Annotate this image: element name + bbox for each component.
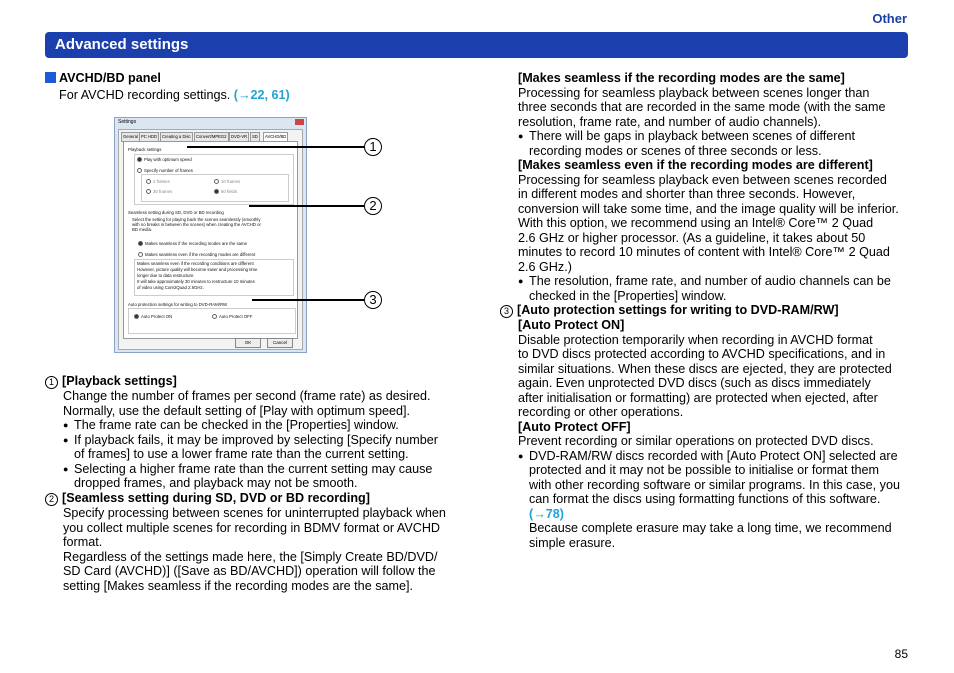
protect-group-label: Auto protection settings for writing to DVD-RAM/RW [128, 302, 228, 307]
p1-line: three seconds that are recorded in the same mode (with the same [518, 100, 886, 114]
seamless-desc-1: Select the setting for playing back the scenes seamlessly (smoothly [132, 217, 261, 222]
settings-dialog [114, 117, 307, 353]
same-mode-heading: [Makes seamless if the recording modes are the same] [518, 71, 845, 85]
protect-group [128, 308, 296, 334]
callout-line-1 [187, 146, 364, 148]
p2-line: With this option, we recommend using an Intel® Core™ 2 Quad [518, 216, 874, 230]
opt-2-frames[interactable]: 2 frames [146, 179, 170, 184]
callout-line-2 [249, 205, 364, 207]
tab-avchd-bd[interactable]: AVCHD/BD [263, 132, 288, 142]
section-3-title: 3 [Auto protection settings for writing to DVD-RAM/RW] [500, 303, 913, 318]
opt-same[interactable]: Makes seamless if the recording modes are the same [138, 241, 247, 246]
p2-line: 2.6 GHz or higher processor. (As a guideline, it takes about 50 [518, 230, 866, 245]
s2-line: Specify processing between scenes for uninterrupted playback when [63, 506, 446, 520]
radio-icon [146, 179, 151, 184]
section-2-title: 2 [Seamless setting during SD, DVD or BD recording] [45, 491, 465, 506]
opt-specify[interactable]: Specify number of frames [137, 168, 193, 173]
intro-text: For AVCHD recording settings. (→22, 61) [59, 88, 290, 102]
dialog-title: Settings [118, 119, 137, 125]
radio-icon [212, 314, 217, 319]
opt-30-frames[interactable]: 30 frames [146, 189, 172, 194]
tab-pc-hdd[interactable]: PC HDD [139, 132, 159, 142]
callout-marker-3: 3 [364, 291, 382, 309]
seamless-group-label: Seamless setting during SD, DVD or BD recording [128, 210, 224, 215]
s1-p1: Change the number of frames per second (frame rate) as desired. [63, 389, 431, 403]
s1-bullet-3: ● Selecting a higher frame rate than the current setting may cause dropped frames, and playback may not be smooth. [63, 462, 465, 491]
radio-icon [138, 241, 143, 246]
tab-creating-disc[interactable]: Creating a Disc [160, 132, 193, 142]
section-number: 3 [500, 305, 513, 318]
p2-line: minutes to record 10 minutes of content with Intel® Core™ 2 Quad [518, 245, 890, 259]
radio-icon [137, 157, 142, 162]
banner-title: Advanced settings [55, 36, 189, 53]
diff-desc-4: It will take approximately 30 minutes to restructure 10 minutes [137, 279, 255, 284]
playback-group-label: Playback settings [128, 147, 162, 152]
s2-line: SD Card (AVCHD)] ([Save as BD/AVCHD]) operation will follow the [63, 564, 436, 578]
p3-line: Disable protection temporarily when recording in AVCHD format [518, 332, 873, 347]
p2-line: Processing for seamless playback even between scenes recorded [518, 172, 887, 187]
s1-bullet-1: ● The frame rate can be checked in the [Properties] window. [63, 418, 465, 433]
s1-p2: Normally, use the default setting of [Play with optimum speed]. [63, 403, 410, 418]
avchd-panel [123, 141, 298, 339]
p3-line: to DVD discs protected according to AVCHD specifications, and in [518, 347, 886, 361]
close-icon[interactable] [295, 119, 304, 125]
radio-icon [138, 252, 143, 257]
s2-line: Regardless of the settings made here, the [Simply Create BD/DVD/ [63, 549, 438, 564]
square-bullet-icon [45, 72, 56, 83]
section-1-title: 1 [Playback settings] [45, 374, 465, 389]
p1-line: Processing for seamless playback between scenes longer than [518, 85, 870, 100]
radio-icon [146, 189, 151, 194]
p3-line: recording or other operations. [518, 405, 684, 419]
p3-line: similar situations. When these discs are ejected, they are protected [518, 361, 892, 376]
section-number: 2 [45, 493, 58, 506]
cancel-button[interactable]: Cancel [267, 338, 293, 348]
section-link-other[interactable]: Other [872, 11, 907, 26]
callout-marker-1: 1 [364, 138, 382, 156]
page-number: 85 [894, 647, 908, 661]
s1-bullet-2: ● If playback fails, it may be improved by selecting [Specify number of frames] to use a lower frame rate than the current setting. [63, 433, 465, 462]
b2-bullet: ● The resolution, frame rate, and number of audio channels can be checked in the [Properties] window. [518, 274, 913, 303]
diff-desc-5: of video using Core2Quad 2.6GHz. [137, 285, 204, 290]
opt-60-fields[interactable]: 60 fields [214, 189, 237, 194]
p3-line: again. Even unprotected DVD discs (such as discs immediately [518, 376, 871, 390]
auto-on-heading: [Auto Protect ON] [518, 318, 625, 332]
diff-desc-3: longer due to data restructure. [137, 273, 195, 278]
ok-button[interactable]: OK [235, 338, 261, 348]
section-playback [45, 374, 465, 491]
p2-line: 2.6 GHz.) [518, 259, 572, 274]
diff-desc-2: However, picture quality will become lower and processing time [137, 267, 258, 272]
opt-diff[interactable]: Makes seamless even if the recording modes are different [138, 252, 255, 257]
diff-desc-1: Makes seamless even if the recording conditions are different [137, 261, 254, 266]
page-ref-link[interactable]: (→22, 61) [233, 88, 290, 102]
auto-off-heading: [Auto Protect OFF] [518, 419, 631, 434]
section-number: 1 [45, 376, 58, 389]
callout-line-3 [252, 299, 364, 301]
radio-icon [214, 189, 219, 194]
callout-marker-2: 2 [364, 197, 382, 215]
s2-line: you collect multiple scenes for recording in BDMV format or AVCHD [63, 520, 441, 535]
radio-icon [137, 168, 142, 173]
seamless-desc-2: with no breaks in between the scenes) when creating the AVCHD or [132, 222, 261, 227]
radio-icon [134, 314, 139, 319]
opt-optimum[interactable]: Play with optimum speed [137, 157, 192, 162]
p3-line: after initialisation or formatting) are protected when ejected, after [518, 390, 878, 405]
dialog-body [118, 129, 303, 350]
seamless-desc-3: BD media. [132, 227, 153, 232]
tab-dvd-vr[interactable]: DVD-VR [229, 132, 249, 142]
radio-icon [214, 179, 219, 184]
page-ref-link[interactable]: (→78) [529, 506, 564, 521]
p2-line: conversion will take some time, and the image quality will be inferior. [518, 201, 899, 216]
opt-auto-on[interactable]: Auto Protect ON [134, 314, 172, 319]
section-seamless [45, 491, 465, 593]
right-column [503, 71, 913, 550]
p4-line: Prevent recording or similar operations on protected DVD discs. [518, 434, 874, 448]
tab-convert[interactable]: Convert/MPEG2 [194, 132, 229, 142]
tab-sd[interactable]: SD [250, 132, 260, 142]
s2-line: setting [Makes seamless if the recording modes are the same]. [63, 578, 413, 593]
p1-line: resolution, frame rate, and number of audio channels). [518, 114, 822, 129]
diff-mode-heading: [Makes seamless even if the recording modes are different] [518, 158, 873, 172]
opt-10-frames[interactable]: 10 frames [214, 179, 240, 184]
s2-line: format. [63, 535, 103, 549]
panel-heading: AVCHD/BD panel [45, 71, 161, 86]
b1-bullet: ● There will be gaps in playback between scenes of different recording modes or scenes of three seconds or less. [518, 129, 913, 158]
opt-auto-off[interactable]: Auto Protect OFF [212, 314, 252, 319]
b4-bullet: ● DVD-RAM/RW discs recorded with [Auto Protect ON] selected are protected and it may not be possible to initialise or format them with other recording software or similar programs. In this case, you can format the discs using formatting functions of this software. (→78) Because complete erasure may take a long time, we recommend simple erasure. [518, 449, 913, 551]
section-banner [45, 32, 908, 58]
p2-line: in different modes and shorter than three seconds. However, [518, 187, 856, 201]
tab-general[interactable]: General [121, 132, 140, 142]
